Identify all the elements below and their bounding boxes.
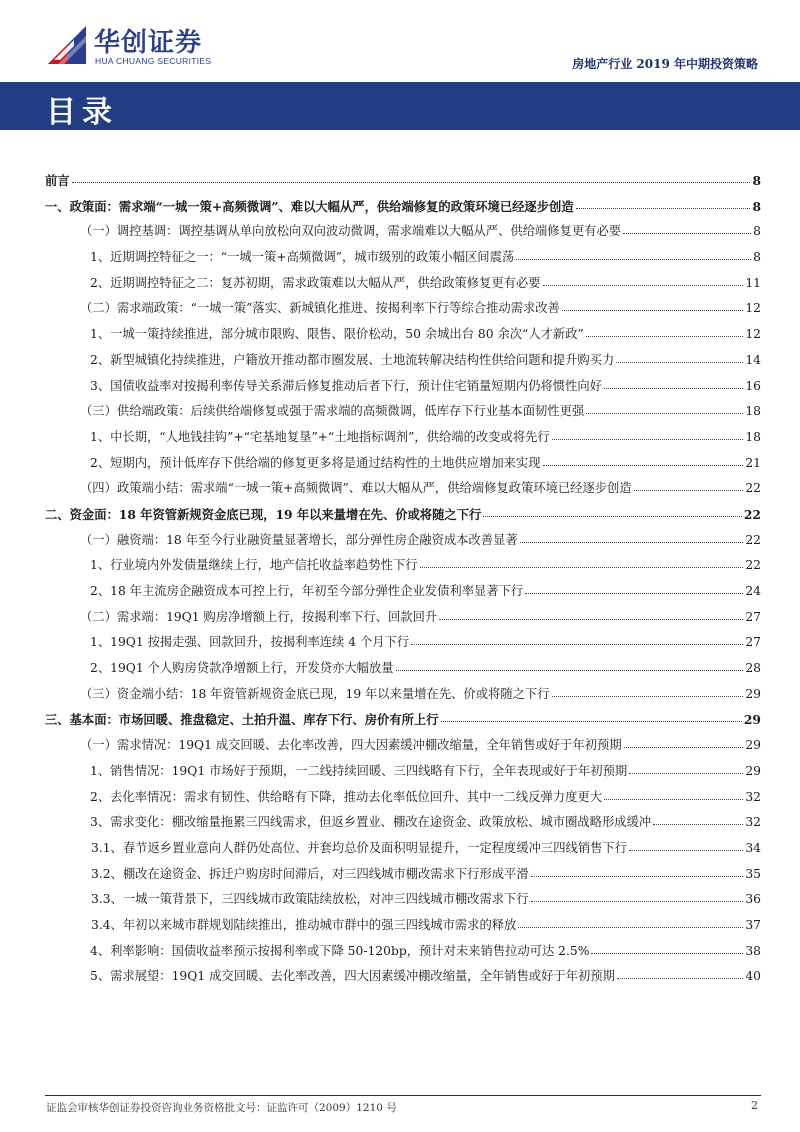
toc-leader-dots — [525, 575, 743, 594]
toc-entry-title: 2、近期调控特征之二：复苏初期，需求政策难以大幅从严，供给政策修复更有必要 — [90, 275, 541, 290]
toc-leader-dots — [616, 344, 743, 363]
toc-leader-dots — [72, 164, 750, 183]
toc-entry-title: 2、去化率情况：需求有韧性、供给略有下降，推动去化率低位回升、其中一二线反弹力度更大 — [90, 789, 602, 804]
toc-leader-dots — [624, 729, 743, 748]
toc-entry-page: 18 — [745, 404, 761, 419]
toc-leader-dots — [516, 241, 751, 260]
toc-entry-page: 37 — [745, 917, 761, 932]
toc-leader-dots — [586, 318, 743, 337]
toc-entry-title: 2、19Q1 个人购房贷款净增额上行，开发贷亦大幅放量 — [90, 661, 394, 676]
toc-entry-page: 22 — [745, 532, 761, 547]
company-logo — [44, 22, 244, 70]
toc-entry-title: 1、行业境内外发债量继续上行，地产信托收益率趋势性下行 — [90, 558, 418, 573]
toc-entry-page: 12 — [745, 327, 761, 342]
toc-entry-page: 14 — [745, 352, 761, 367]
toc-entry-page: 22 — [743, 506, 761, 522]
toc-banner — [0, 82, 800, 130]
toc-entry-title: （一）融资端：18 年至今行业融资量显著增长，部分弹性房企融资成本改善显著 — [80, 532, 518, 547]
toc-entry-title: 2、18 年主流房企融资成本可控上行，年初至今部分弹性企业发债利率显著下行 — [90, 584, 524, 598]
toc-leader-dots — [617, 960, 743, 979]
toc-leader-dots — [634, 472, 743, 491]
toc-entry-page: 22 — [745, 558, 761, 573]
toc-entry-title: 三、基本面：市场回暖、推盘稳定、土拍升温、库存下行、房价有所上行 — [45, 712, 439, 728]
toc-entry-page: 27 — [745, 635, 761, 650]
toc-entry-page: 29 — [745, 686, 761, 701]
toc-entry-title: 3、需求变化：棚改缩量拖累三四线需求，但返乡置业、棚改在途资金、政策放松、城市圈战略形成缓冲 — [90, 815, 652, 830]
toc-entry-title: 1、销售情况：19Q1 市场好于预期，一二线持续回暖、三四线略有下行，全年表现或好于年初预期 — [90, 763, 628, 778]
toc-entry-title: 1、一城一策持续推进，部分城市限购、限售、限价松动，50 余城出台 80 余次“人才新政” — [90, 327, 584, 342]
toc-entry-title: 5、需求展望：19Q1 成交回暖、去化率改善，四大因素缓冲棚改缩量，全年销售或好于年初预期 — [90, 969, 615, 984]
toc-entry-title: 3.3、一城一策背景下，三四线城市政策陆续放松，对冲三四线城市棚改需求下行 — [91, 892, 529, 907]
toc-entry-page: 35 — [745, 866, 761, 881]
toc-entry-page: 29 — [743, 712, 761, 728]
table-of-contents — [45, 168, 761, 990]
logo-mark-icon — [44, 22, 90, 68]
toc-leader-dots — [420, 549, 743, 568]
toc-entry-title: 3.1、春节返乡置业意向人群仍处高位、并套均总价及面积明显提升，一定程度缓冲三四线销售下行 — [91, 840, 628, 855]
toc-entry-page: 22 — [745, 481, 761, 496]
footer-license: 证监会审核华创证券投资咨询业务资格批文号：证监许可（2009）1210 号 — [46, 1102, 397, 1114]
toc-entry-page: 12 — [745, 301, 761, 316]
toc-leader-dots — [483, 498, 742, 517]
toc-entry-title: （三）供给端政策：后续供给端修复或强于需求端的高频微调，低库存下行业基本面韧性更强 — [80, 404, 585, 419]
page-title: 目录 — [46, 95, 118, 130]
toc-entry-page: 38 — [745, 943, 761, 958]
toc-entry-title: （四）政策端小结：需求端“一城一策+高频微调”、难以大幅从严，供给端修复政策环境已经逐步创造 — [80, 481, 632, 496]
toc-leader-dots — [604, 781, 743, 800]
toc-leader-dots — [518, 909, 743, 928]
toc-entry-page: 32 — [745, 815, 761, 830]
toc-entry-title: （一）调控基调：调控基调从单向放松向双向波动微调，需求端难以大幅从严、供给端修复更有必要 — [80, 224, 622, 239]
toc-entry-page: 11 — [745, 275, 761, 290]
toc-leader-dots — [441, 703, 742, 722]
toc-entry-page: 34 — [745, 840, 761, 855]
toc-entry-page: 18 — [745, 429, 761, 444]
toc-leader-dots — [543, 447, 743, 466]
toc-leader-dots — [629, 832, 743, 851]
toc-entry-page: 24 — [745, 584, 761, 598]
page-header — [0, 0, 800, 82]
footer-divider — [45, 1095, 761, 1096]
toc-leader-dots — [586, 395, 743, 414]
toc-entry-page: 28 — [745, 661, 761, 676]
toc-entry-title: （二）需求端政策：“一城一策”落实、新城镇化推进、按揭利率下行等综合推动需求改善 — [80, 301, 560, 316]
toc-entry-title: 4、利率影响：国债收益率预示按揭利率或下降 50-120bp，预计对未来销售拉动可达 2.5% — [90, 943, 590, 958]
toc-entry-page: 8 — [752, 198, 761, 214]
toc-leader-dots — [576, 190, 750, 209]
toc-leader-dots — [623, 215, 751, 234]
toc-leader-dots — [531, 883, 743, 902]
toc-entry-page: 29 — [745, 763, 761, 778]
toc-entry-title: 3.4、年初以来城市群规划陆续推出，推动城市群中的强三四线城市需求的释放 — [91, 917, 517, 932]
toc-entry-title: 3.2、棚改在途资金、拆迁户购房时间滞后，对三四线城市棚改需求下行形成平滑 — [91, 866, 529, 881]
toc-leader-dots — [629, 755, 743, 774]
toc-entry-title: （二）需求端：19Q1 购房净增额上行，按揭利率下行、回款回升 — [80, 609, 438, 624]
toc-entry-page: 8 — [752, 173, 761, 188]
toc-leader-dots — [552, 678, 743, 697]
toc-entry[interactable] — [45, 964, 761, 990]
toc-leader-dots — [552, 421, 743, 440]
toc-leader-dots — [531, 858, 743, 877]
toc-leader-dots — [604, 370, 743, 389]
toc-entry-title: 1、中长期，“人地钱挂钩”+“宅基地复垦”+“土地指标调剂”，供给端的改变或将先行 — [90, 429, 550, 444]
toc-entry-page: 36 — [745, 892, 761, 907]
logo-chinese-name: 华创证券 — [94, 28, 203, 58]
toc-leader-dots — [591, 935, 743, 954]
toc-entry-title: （三）资金端小结：18 年资管新规资金底已现，19 年以来量增在先、价或将随之下行 — [80, 686, 550, 701]
logo-english-name: HUA CHUANG SECURITIES — [95, 56, 212, 66]
toc-entry-title: 2、短期内，预计低库存下供给端的修复更多将是通过结构性的土地供应增加来实现 — [90, 455, 541, 470]
toc-entry-page: 32 — [745, 789, 761, 804]
toc-entry-title: 1、19Q1 按揭走强、回款回升，按揭利率连续 4 个月下行 — [90, 635, 410, 650]
toc-leader-dots — [396, 652, 743, 671]
toc-entry-title: 前言 — [45, 173, 70, 188]
toc-entry-page: 8 — [753, 224, 761, 239]
toc-leader-dots — [520, 524, 743, 543]
toc-entry-title: 二、资金面：18 年资管新规资金底已现，19 年以来量增在先、价或将随之下行 — [45, 506, 482, 522]
toc-entry-title: 2、新型城镇化持续推进，户籍放开推动都市圈发展、土地流转解决结构性供给问题和提升购买力 — [90, 352, 615, 367]
report-title: 房地产行业 2019 年中期投资策略 — [572, 57, 758, 71]
toc-entry-title: 一、政策面：需求端“一城一策+高频微调”、难以大幅从严，供给端修复的政策环境已经逐步创造 — [45, 198, 574, 214]
toc-leader-dots — [653, 806, 743, 825]
toc-entry-title: （一）需求情况：19Q1 成交回暖、去化率改善，四大因素缓冲棚改缩量，全年销售或好于年初预期 — [80, 738, 622, 753]
toc-leader-dots — [543, 267, 743, 286]
footer-page-number: 2 — [751, 1099, 758, 1112]
toc-entry-page: 21 — [745, 455, 761, 470]
toc-entry-page: 40 — [745, 969, 761, 984]
toc-leader-dots — [562, 292, 743, 311]
toc-entry-page: 8 — [753, 250, 761, 265]
toc-leader-dots — [411, 626, 743, 645]
toc-entry-page: 29 — [745, 738, 761, 753]
toc-leader-dots — [439, 601, 743, 620]
toc-entry-page: 27 — [745, 609, 761, 624]
toc-entry-page: 16 — [745, 378, 761, 393]
toc-entry-title: 3、国债收益率对按揭利率传导关系滞后修复推动后者下行，预计住宅销量短期内仍将惯性向好 — [90, 378, 602, 393]
toc-entry-title: 1、近期调控特征之一：“一城一策+高频微调”，城市级别的政策小幅区间震荡 — [90, 250, 515, 265]
